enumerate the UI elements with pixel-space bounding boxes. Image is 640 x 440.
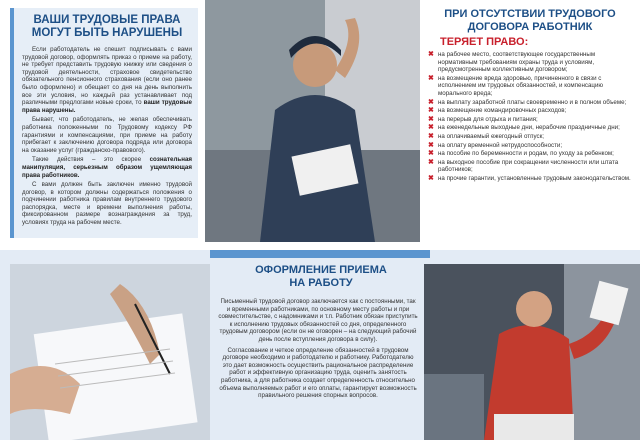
no-contract-panel	[426, 8, 634, 240]
no-contract-title: ПРИ ОТСУТСТВИИ ТРУДОВОГО ДОГОВОРА РАБОТНИК	[444, 8, 616, 33]
list-item-text: на еженедельные выходные дни, нерабочие праздничные дни;	[438, 124, 620, 132]
worker-photo	[205, 0, 420, 242]
signing-illustration	[10, 264, 210, 440]
list-item-text: на выходное пособие при сокращении численности или штата работников;	[438, 158, 619, 174]
list-item	[426, 142, 634, 150]
hiring-title-line-1: ОФОРМЛЕНИЕ ПРИЕМА	[255, 264, 387, 276]
list-item	[426, 133, 634, 141]
list-item	[426, 159, 634, 174]
x-mark-icon: ✖	[428, 132, 434, 140]
x-mark-icon: ✖	[428, 124, 434, 132]
x-mark-icon: ✖	[428, 141, 434, 149]
x-mark-icon: ✖	[428, 174, 434, 182]
rights-paragraph-1-bold: ваши трудовые права нарушены.	[22, 99, 192, 114]
rights-paragraph-3-text: Такие действия – это скорее	[32, 156, 150, 164]
hiring-paragraph-2: Согласование и четкое определение обязанностей в трудовом договоре необходимо и работодателю и работнику. Работодателю это дает возможность осуществить рациональное распределение работ и эффективную организацию труда, оценить занятость работника, а для работника создает определенность относительно объема выполняемых работ и его оплаты, гарантирует возможность правильного решения спорных вопросов.	[219, 346, 417, 400]
angry-boss-illustration	[424, 264, 640, 440]
signing-photo	[10, 264, 210, 440]
hiring-paragraph-1: Письменный трудовой договор заключается как с постоянными, так и временными работниками, по основному месту работы и при совместительстве, с надомниками и т.п. Работник обязан приступить к исполнению трудовых обязанностей со дня, определенного трудовым договором (если он не оговорен – на следующий рабочий день после вступления договора в силу).	[218, 298, 418, 343]
list-item-text: на рабочее место, соответствующее государственным нормативным требованиям охраны труда и условиям, предусмотренным коллективным договором;	[438, 51, 596, 74]
list-item	[426, 75, 634, 98]
rights-paragraph-4: С вами должен быть заключен именно трудовой договор, в котором должны содержаться положения о подчинении работника правилам внутреннего трудового распорядка, месте и времени выполнения работы, фиксированном размере вознаграждения за труд, условиях труда на рабочем месте.	[22, 181, 192, 227]
rights-paragraph-2: Бывает, что работодатель, не желая обеспечивать работника положенными по Трудовому кодексу РФ гарантиями и компенсациями, при приеме на работу прибегает к заключению договора подряда или договора на оказание услуг (гражданско-правового).	[22, 116, 192, 154]
hiring-title-line-2: НА РАБОТУ	[289, 277, 353, 289]
list-item-text: на перерыв для отдыха и питания;	[438, 115, 538, 123]
list-item-text: на прочие гарантии, установленные трудовым законодательством.	[438, 174, 631, 182]
list-item-text: на пособие по беременности и родам, по уходу за ребенком;	[438, 150, 614, 158]
list-item	[426, 150, 634, 158]
worker-illustration	[205, 0, 420, 242]
rights-violated-panel	[10, 8, 198, 238]
x-mark-icon: ✖	[428, 115, 434, 123]
list-item-text: на оплачиваемый ежегодный отпуск;	[438, 132, 545, 140]
list-item	[426, 116, 634, 124]
list-item-text: на оплату временной нетрудоспособности;	[438, 141, 563, 149]
hiring-registration-panel	[218, 262, 418, 438]
x-mark-icon: ✖	[428, 107, 434, 115]
x-mark-icon: ✖	[428, 150, 434, 158]
lost-rights-list	[426, 51, 634, 183]
list-item	[426, 175, 634, 183]
angry-boss-photo	[424, 264, 640, 440]
list-item-text: на возмещение вреда здоровью, причиненного в связи с исполнением им трудовых обязанностей, и компенсацию морального вреда;	[438, 74, 604, 97]
accent-bar	[210, 250, 430, 258]
rights-violated-title: ВАШИ ТРУДОВЫЕ ПРАВА МОГУТ БЫТЬ НАРУШЕНЫ	[31, 14, 183, 39]
list-item	[426, 51, 634, 74]
list-item	[426, 99, 634, 107]
loses-right-subtitle: ТЕРЯЕТ ПРАВО:	[440, 36, 529, 48]
rights-paragraph-1	[22, 46, 192, 114]
list-item	[426, 107, 634, 115]
rights-paragraph-1-text: Если работодатель не спешит подписывать с вами трудовой договор, оформлять приказ о приеме на работу, не требует представить трудовую книжку или сведения о трудовой деятельности, страховое свидетельство обязательного пенсионного страхования (если оно ранее было оформлено) и обещает со дня на день выполнить все эти условия, но каждый раз устанавливает под различными предлогами новые сроки, то	[22, 46, 192, 107]
x-mark-icon: ✖	[428, 74, 434, 82]
x-mark-icon: ✖	[428, 158, 434, 166]
list-item-text: на возмещение командировочных расходов;	[438, 107, 567, 115]
rights-paragraph-3-bold: сознательная манипуляция, серьезным образом ущемляющая права работников.	[22, 156, 192, 179]
x-mark-icon: ✖	[428, 51, 434, 58]
list-item	[426, 124, 634, 132]
list-item-text: на выплату заработной платы своевременно и в полном объеме;	[438, 98, 627, 106]
hiring-title	[224, 264, 418, 290]
x-mark-icon: ✖	[428, 98, 434, 106]
rights-paragraph-3	[22, 156, 192, 179]
